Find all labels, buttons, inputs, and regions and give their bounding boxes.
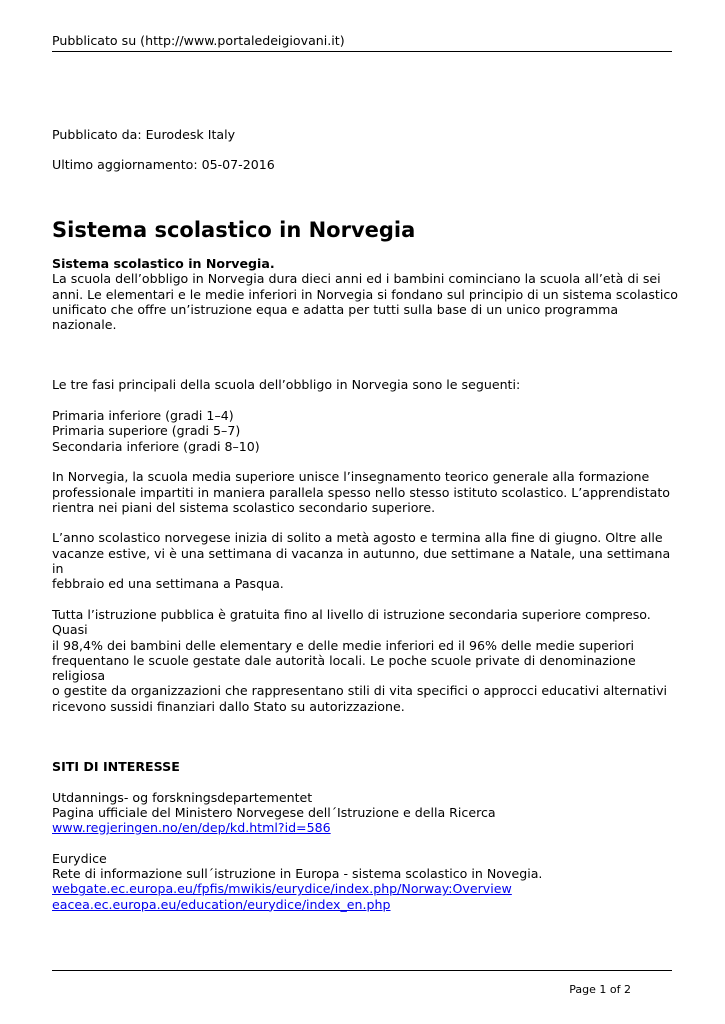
site-name: Utdannings- og forskningsdepartementet [52, 789, 313, 805]
site-description: Rete di informazione sull´istruzione in Europa - sistema scolastico in Novegia. [52, 866, 543, 882]
paragraph-line: il 98,4% dei bambini delle elementary e delle medie inferiori ed il 96% delle medie superiori [52, 637, 635, 653]
link-group-eurydice [52, 851, 682, 912]
header-divider [52, 51, 672, 52]
paragraph-line: o gestite da organizzazioni che rappresentano stili di vita specifici o approcci educativi alternativi [52, 683, 668, 699]
site-description: Pagina ufficiale del Ministero Norvegese dell´Istruzione e della Ricerca [52, 804, 496, 820]
phases-intro: Le tre fasi principali della scuola dell’obbligo in Norvegia sono le seguenti: [52, 377, 521, 393]
eurydice-wiki-link[interactable]: webgate.ec.europa.eu/fpfis/mwikis/eurydice/index.php/Norway:Overview [52, 881, 512, 897]
paragraph-line: frequentano le scuole gestate dale autorità locali. Le poche scuole private di denominazione religiosa [52, 652, 636, 684]
paragraph-line: vacanze estive, vi è una settimana di vacanza in autunno, due settimane a Natale, una settimana in [52, 545, 671, 577]
paragraph-line: rientra nei piani del sistema scolastico secondario superiore. [52, 499, 436, 515]
phases-list [52, 408, 682, 454]
last-update: Ultimo aggiornamento: 05-07-2016 [52, 157, 275, 172]
links-heading: SITI DI INTERESSE [52, 759, 180, 775]
paragraph-line: ricevono sussidi finanziari dallo Stato su autorizzazione. [52, 698, 405, 714]
page-title: Sistema scolastico in Norvegia [52, 218, 416, 242]
school-year-paragraph [52, 530, 682, 591]
page-header: Pubblicato su (http://www.portaledeigiovani.it) [52, 33, 345, 48]
intro-line: anni. Le elementari e le medie inferiori in Norvegia si fondano sul principio di un sistema scolastico [52, 286, 678, 302]
paragraph-line: febbraio ed una settimana a Pasqua. [52, 576, 284, 592]
published-by: Pubblicato da: Eurodesk Italy [52, 127, 236, 142]
eurydice-index-link[interactable]: eacea.ec.europa.eu/education/eurydice/index_en.php [52, 896, 391, 912]
intro-line: La scuola dell’obbligo in Norvegia dura dieci anni ed i bambini cominciano la scuola all’età di sei [52, 271, 661, 287]
phase-item: Primaria superiore (gradi 5–7) [52, 423, 241, 439]
paragraph-line: professionale impartiti in maniera parallela spesso nello stesso istituto scolastico. L’apprendistato [52, 484, 670, 500]
paragraph-line: In Norvegia, la scuola media superiore unisce l’insegnamento teorico generale alla formazione [52, 469, 650, 485]
ministry-link[interactable]: www.regjeringen.no/en/dep/kd.html?id=586 [52, 820, 331, 836]
intro-paragraph [52, 271, 682, 332]
page-number: Page 1 of 2 [569, 983, 631, 996]
site-name: Eurydice [52, 850, 107, 866]
paragraph-line: Tutta l’istruzione pubblica è gratuita fino al livello di istruzione secondaria superiore compreso. Quasi [52, 606, 651, 638]
upper-secondary-paragraph [52, 469, 682, 515]
footer-divider [52, 970, 672, 971]
article-body [52, 256, 682, 912]
intro-line: unificato che offre un’istruzione equa e adatta per tutti sulla base di un unico programma nazionale. [52, 301, 619, 333]
link-group-ministry [52, 790, 682, 836]
public-education-paragraph [52, 607, 682, 714]
phase-item: Primaria inferiore (gradi 1–4) [52, 408, 234, 424]
paragraph-line: L’anno scolastico norvegese inizia di solito a metà agosto e termina alla fine di giugno. Oltre alle [52, 530, 663, 546]
phase-item: Secondaria inferiore (gradi 8–10) [52, 438, 260, 454]
intro-heading: Sistema scolastico in Norvegia. [52, 256, 275, 271]
